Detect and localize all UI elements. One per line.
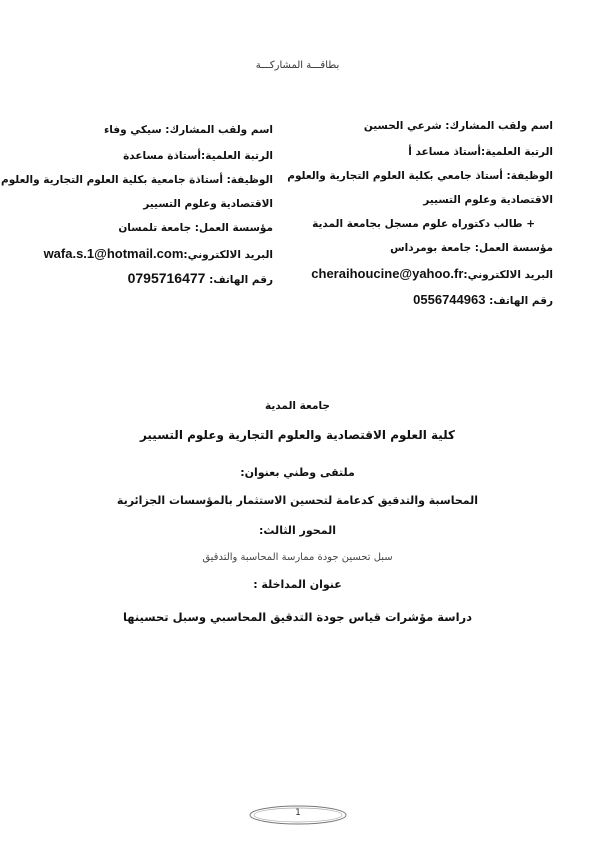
- participant-1-card: [287, 120, 553, 320]
- participant-1-name: اسم ولقب المشارك: شرعي الحسين: [363, 120, 553, 132]
- participant-2-card: [1, 120, 273, 290]
- participant-2-name: اسم ولقب المشارك: سيكي وفاء: [103, 124, 273, 136]
- participant-2-phone: 0795716477: [127, 270, 206, 286]
- conference-title: المحاسبة والتدقيق كدعامة لتحسين الاستثمار بالمؤسسات الجزائرية: [116, 494, 479, 507]
- axis-title: سبل تحسين جودة ممارسة المحاسبة والتدقيق: [202, 552, 393, 563]
- participant-2-institution: مؤسسة العمل: جامعة تلمسان: [118, 222, 273, 234]
- participant-1-phone-label: رقم الهاتف:: [489, 295, 553, 307]
- participant-2-email-row: [44, 246, 273, 261]
- page-header-title: بطاقـــة المشاركـــة: [255, 60, 340, 71]
- participant-2-email[interactable]: wafa.s.1@hotmail.com: [43, 246, 184, 261]
- participant-2-phone-row: [128, 270, 273, 286]
- participant-1-phone-row: [413, 292, 553, 307]
- participant-2-rank: الرتبة العلمية:أستاذة مساعدة: [123, 150, 273, 162]
- participant-1-institution: مؤسسة العمل: جامعة بومرداس: [390, 242, 553, 254]
- participant-2-job-line1: الوظيفة: أستاذة جامعية بكلية العلوم التجارية والعلوم: [1, 174, 273, 186]
- axis-label: المحور الثالث:: [259, 524, 336, 537]
- page-number-badge: [248, 805, 348, 825]
- participant-1-job-line3: + طالب دكتوراه علوم مسجل بجامعة المدية: [312, 218, 535, 230]
- participant-1-email-label: البريد الالكتروني:: [463, 269, 553, 281]
- intervention-title: دراسة مؤشرات قياس جودة التدقيق المحاسبي وسبل تحسينها: [122, 610, 473, 624]
- participant-1-job-line2: الاقتصادية وعلوم التسيير: [423, 194, 553, 206]
- participant-1-phone: 0556744963: [413, 292, 486, 307]
- participant-1-email-row: [311, 266, 553, 281]
- participant-1-job-line1: الوظيفة: أستاذ جامعي بكلية العلوم التجارية والعلوم: [287, 170, 553, 182]
- participant-1-rank: الرتبة العلمية:أستاذ مساعد أ: [408, 146, 553, 158]
- participant-2-phone-label: رقم الهاتف:: [209, 274, 273, 286]
- intervention-label: عنوان المداخلة :: [253, 578, 342, 591]
- participant-2-job-line2: الاقتصادية وعلوم التسيير: [143, 198, 273, 210]
- participant-2-email-label: البريد الالكتروني:: [183, 249, 273, 261]
- university-name: جامعة المدية: [265, 400, 330, 412]
- faculty-name: كلية العلوم الاقتصادية والعلوم التجارية وعلوم التسيير: [139, 428, 456, 442]
- participant-1-email[interactable]: cheraihoucine@yahoo.fr: [311, 266, 464, 281]
- conference-label: ملتقى وطني بعنوان:: [240, 466, 355, 479]
- page-number: 1: [295, 808, 301, 818]
